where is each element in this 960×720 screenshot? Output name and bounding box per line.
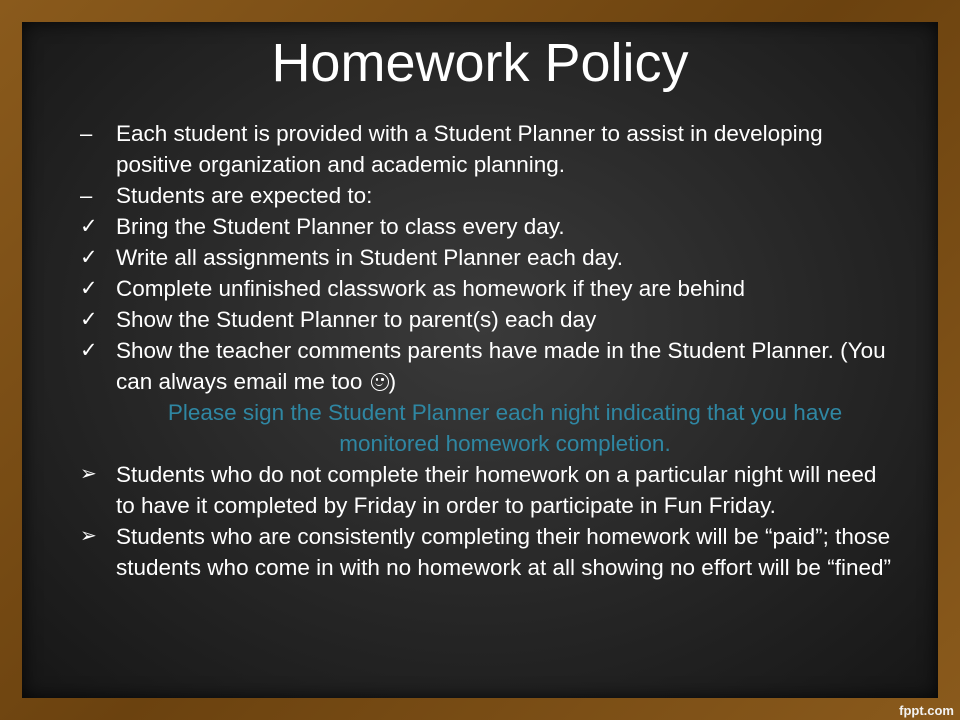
watermark: fppt.com: [899, 703, 954, 718]
list-item: [80, 242, 900, 273]
item-text: Bring the Student Planner to class every day.: [116, 214, 565, 239]
item-text: Show the Student Planner to parent(s) each day: [116, 307, 597, 332]
list-item: [80, 304, 900, 335]
list-item: [80, 273, 900, 304]
list-item: [80, 521, 900, 583]
item-text: Students who do not complete their homework on a particular night will need to have it completed by Friday in order to participate in Fun Friday.: [116, 462, 877, 518]
item-text: Each student is provided with a Student Planner to assist in developing positive organization and academic planning.: [116, 121, 823, 177]
sign-planner-note: Please sign the Student Planner each night indicating that you have monitored homework completion.: [167, 400, 843, 456]
list-item: [80, 459, 900, 521]
chalkboard: [22, 22, 938, 698]
dash-marker: –: [80, 121, 93, 146]
smiley-icon: [371, 373, 389, 391]
dash-marker: –: [80, 183, 93, 208]
list-item: [80, 180, 900, 211]
checkmark-icon: ✓: [80, 246, 98, 269]
slide-title: Homework Policy: [271, 33, 689, 93]
checkmark-icon: ✓: [80, 308, 98, 331]
checkmark-icon: ✓: [80, 215, 98, 238]
checkmark-icon: ✓: [80, 277, 98, 300]
item-text: Show the teacher comments parents have made in the Student Planner. (You can always email me too: [116, 338, 886, 394]
item-text: Complete unfinished classwork as homework if they are behind: [116, 276, 746, 301]
slide-content: [80, 118, 900, 583]
list-item: [80, 118, 900, 180]
list-item: [80, 335, 900, 397]
item-text-after: ): [388, 369, 397, 394]
item-text: Students are expected to:: [116, 183, 373, 208]
list-item: [80, 211, 900, 242]
arrow-bullet-icon: ➢: [80, 463, 97, 485]
arrow-bullet-icon: ➢: [80, 525, 97, 547]
item-text: Write all assignments in Student Planner each day.: [116, 245, 623, 270]
item-text: Students who are consistently completing their homework will be “paid”; those students who come in with no homework at all showing no effort will be “fined”: [116, 524, 891, 580]
checkmark-icon: ✓: [80, 339, 98, 362]
